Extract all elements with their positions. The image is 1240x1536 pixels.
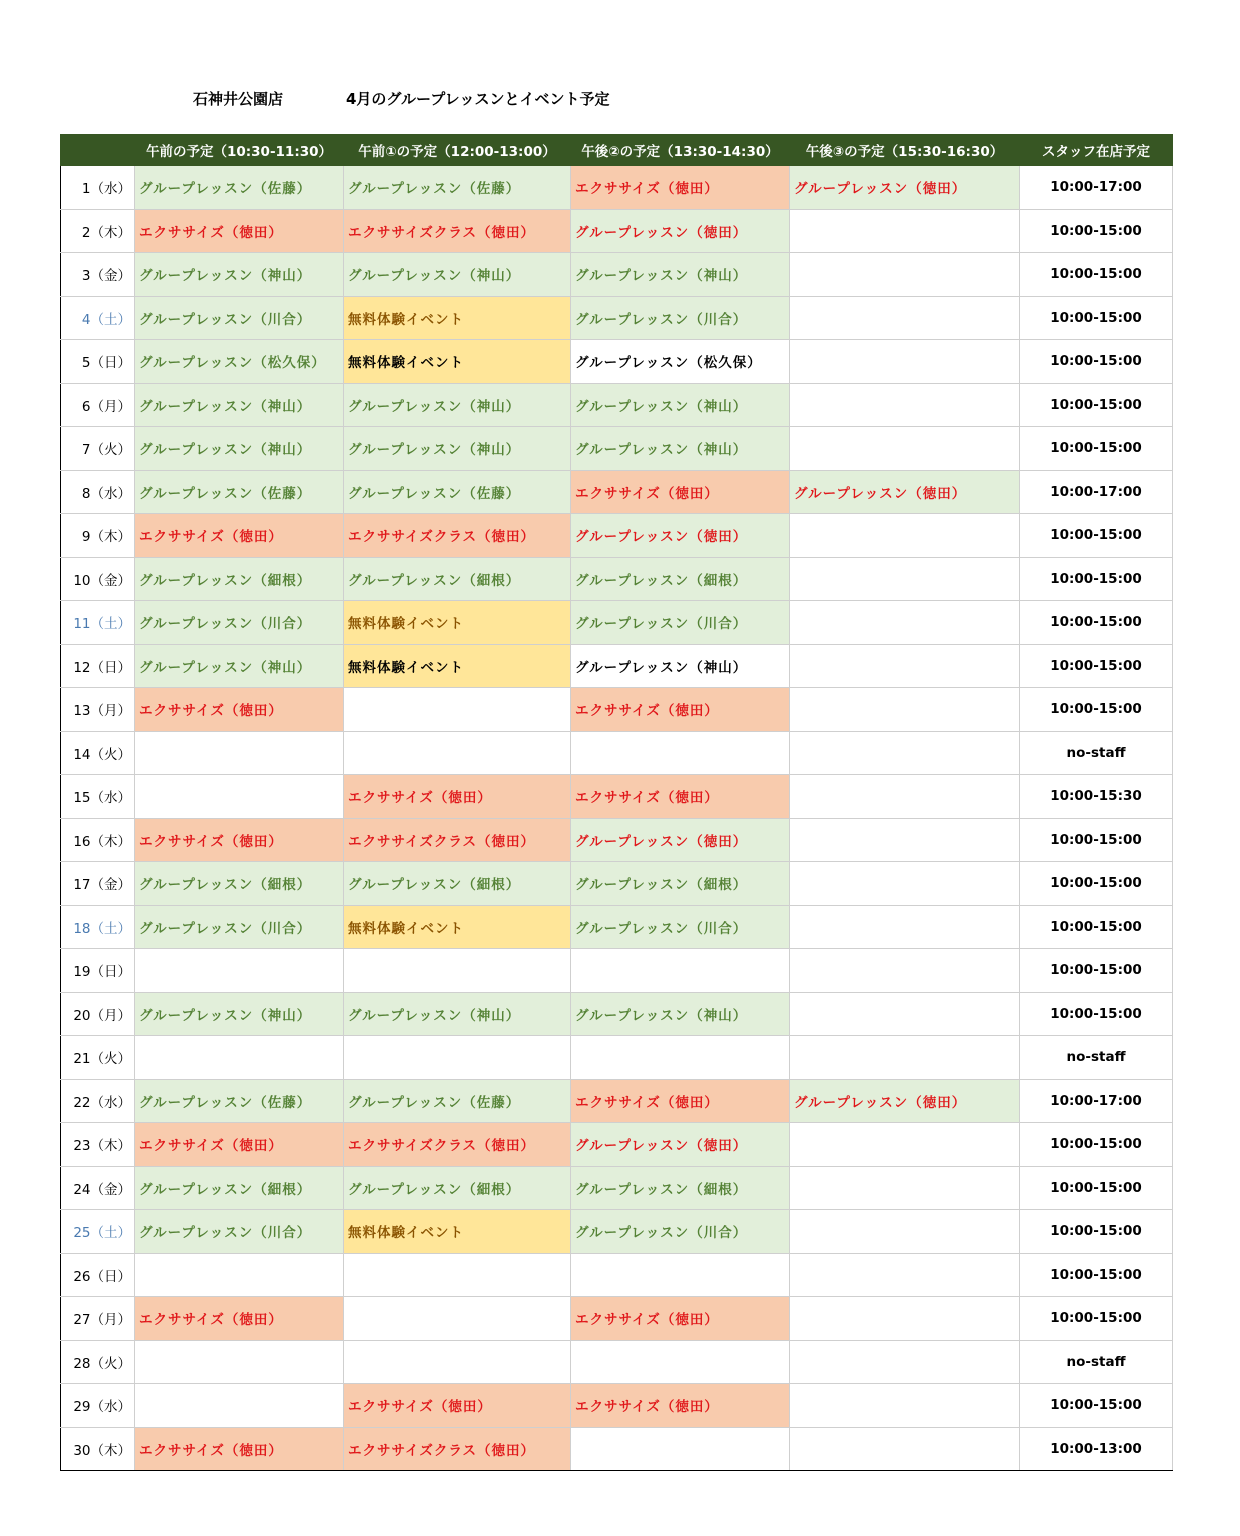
schedule-cell: グループレッスン（細根） <box>571 557 790 601</box>
staff-hours-cell: 10:00-15:00 <box>1020 1166 1173 1210</box>
day-cell: 2（木） <box>61 209 135 253</box>
schedule-cell: グループレッスン（松久保） <box>571 340 790 384</box>
schedule-cell: エクササイズ（徳田） <box>135 209 344 253</box>
schedule-cell: グループレッスン（細根） <box>571 1166 790 1210</box>
schedule-cell <box>790 427 1020 471</box>
staff-hours-cell: 10:00-15:00 <box>1020 1253 1173 1297</box>
column-header-noon: 午前①の予定（12:00-13:00） <box>344 135 571 166</box>
staff-hours-cell: 10:00-15:00 <box>1020 992 1173 1036</box>
table-row <box>61 166 1173 210</box>
schedule-table <box>60 134 1173 1471</box>
schedule-cell <box>790 1123 1020 1167</box>
schedule-cell: エクササイズ（徳田） <box>571 1297 790 1341</box>
schedule-cell: グループレッスン（川合） <box>135 601 344 645</box>
column-header-day <box>61 135 135 166</box>
day-cell: 12（日） <box>61 644 135 688</box>
column-header-afternoon-2: 午後②の予定（13:30-14:30） <box>571 135 790 166</box>
schedule-cell: グループレッスン（徳田） <box>790 470 1020 514</box>
schedule-cell: エクササイズ（徳田） <box>571 1079 790 1123</box>
schedule-cell: グループレッスン（佐藤） <box>135 470 344 514</box>
schedule-cell <box>135 1253 344 1297</box>
schedule-cell <box>790 1036 1020 1080</box>
schedule-cell: グループレッスン（川合） <box>135 296 344 340</box>
table-row <box>61 775 1173 819</box>
schedule-cell: エクササイズクラス（徳田） <box>344 514 571 558</box>
staff-hours-cell: 10:00-17:00 <box>1020 1079 1173 1123</box>
schedule-cell <box>790 688 1020 732</box>
schedule-cell <box>135 1384 344 1428</box>
schedule-cell: エクササイズ（徳田） <box>135 688 344 732</box>
schedule-cell: グループレッスン（神山） <box>135 644 344 688</box>
table-row <box>61 949 1173 993</box>
schedule-cell <box>135 731 344 775</box>
schedule-cell <box>790 209 1020 253</box>
schedule-title: 4月のグループレッスンとイベント予定 <box>346 90 610 108</box>
staff-hours-cell: 10:00-15:00 <box>1020 818 1173 862</box>
schedule-cell <box>790 383 1020 427</box>
store-name: 石神井公園店 <box>193 90 284 108</box>
staff-hours-cell: 10:00-15:00 <box>1020 601 1173 645</box>
staff-hours-cell: no-staff <box>1020 731 1173 775</box>
day-cell: 1（水） <box>61 166 135 210</box>
schedule-cell: グループレッスン（神山） <box>135 427 344 471</box>
schedule-cell <box>790 862 1020 906</box>
schedule-cell <box>344 1253 571 1297</box>
schedule-cell: グループレッスン（川合） <box>135 905 344 949</box>
schedule-cell: グループレッスン（川合） <box>571 905 790 949</box>
staff-hours-cell: no-staff <box>1020 1036 1173 1080</box>
schedule-cell <box>790 296 1020 340</box>
schedule-cell: グループレッスン（神山） <box>571 644 790 688</box>
column-header-staff: スタッフ在店予定 <box>1020 135 1173 166</box>
schedule-cell: グループレッスン（神山） <box>571 253 790 297</box>
day-cell: 18（土） <box>61 905 135 949</box>
staff-hours-cell: 10:00-15:00 <box>1020 862 1173 906</box>
table-row <box>61 1123 1173 1167</box>
table-row <box>61 1297 1173 1341</box>
day-cell: 6（月） <box>61 383 135 427</box>
column-header-afternoon-3: 午後③の予定（15:30-16:30） <box>790 135 1020 166</box>
schedule-cell <box>135 949 344 993</box>
schedule-cell <box>571 949 790 993</box>
schedule-cell: グループレッスン（細根） <box>135 1166 344 1210</box>
schedule-cell: エクササイズ（徳田） <box>571 775 790 819</box>
staff-hours-cell: 10:00-15:00 <box>1020 1210 1173 1254</box>
staff-hours-cell: 10:00-15:00 <box>1020 688 1173 732</box>
schedule-cell: 無料体験イベント <box>344 1210 571 1254</box>
schedule-cell <box>790 905 1020 949</box>
schedule-cell <box>790 1166 1020 1210</box>
table-row <box>61 296 1173 340</box>
table-row <box>61 1036 1173 1080</box>
column-header-morning: 午前の予定（10:30-11:30） <box>135 135 344 166</box>
day-cell: 11（土） <box>61 601 135 645</box>
day-cell: 7（火） <box>61 427 135 471</box>
staff-hours-cell: 10:00-15:00 <box>1020 905 1173 949</box>
schedule-body <box>61 166 1173 1471</box>
schedule-cell: エクササイズ（徳田） <box>135 1123 344 1167</box>
table-row <box>61 862 1173 906</box>
day-cell: 17（金） <box>61 862 135 906</box>
schedule-cell: グループレッスン（神山） <box>571 427 790 471</box>
schedule-cell: エクササイズ（徳田） <box>344 775 571 819</box>
table-row <box>61 209 1173 253</box>
schedule-cell <box>571 1340 790 1384</box>
schedule-cell: グループレッスン（神山） <box>344 992 571 1036</box>
day-cell: 21（火） <box>61 1036 135 1080</box>
staff-hours-cell: 10:00-15:00 <box>1020 1297 1173 1341</box>
staff-hours-cell: 10:00-15:00 <box>1020 557 1173 601</box>
schedule-cell: グループレッスン（神山） <box>135 383 344 427</box>
schedule-cell: グループレッスン（川合） <box>135 1210 344 1254</box>
schedule-cell <box>344 1036 571 1080</box>
table-row <box>61 253 1173 297</box>
schedule-cell <box>571 1427 790 1471</box>
schedule-cell: グループレッスン（佐藤） <box>135 166 344 210</box>
schedule-cell: グループレッスン（細根） <box>135 862 344 906</box>
schedule-cell: グループレッスン（徳田） <box>571 209 790 253</box>
header-row <box>61 135 1173 166</box>
schedule-cell <box>790 1340 1020 1384</box>
table-row <box>61 992 1173 1036</box>
schedule-cell: グループレッスン（細根） <box>135 557 344 601</box>
schedule-cell: グループレッスン（松久保） <box>135 340 344 384</box>
schedule-cell: グループレッスン（細根） <box>571 862 790 906</box>
day-cell: 15（水） <box>61 775 135 819</box>
schedule-cell <box>344 688 571 732</box>
schedule-cell: グループレッスン（川合） <box>571 1210 790 1254</box>
schedule-cell: グループレッスン（佐藤） <box>344 166 571 210</box>
schedule-cell <box>571 731 790 775</box>
schedule-cell: グループレッスン（川合） <box>571 601 790 645</box>
table-row <box>61 1210 1173 1254</box>
day-cell: 26（日） <box>61 1253 135 1297</box>
day-cell: 16（木） <box>61 818 135 862</box>
day-cell: 8（水） <box>61 470 135 514</box>
table-row <box>61 1166 1173 1210</box>
schedule-cell: グループレッスン（徳田） <box>790 166 1020 210</box>
staff-hours-cell: 10:00-15:00 <box>1020 296 1173 340</box>
schedule-cell <box>790 557 1020 601</box>
schedule-cell: グループレッスン（神山） <box>344 253 571 297</box>
schedule-cell <box>790 1210 1020 1254</box>
schedule-cell <box>790 731 1020 775</box>
day-cell: 13（月） <box>61 688 135 732</box>
day-cell: 3（金） <box>61 253 135 297</box>
schedule-cell <box>790 992 1020 1036</box>
schedule-cell: グループレッスン（神山） <box>571 383 790 427</box>
schedule-cell: 無料体験イベント <box>344 340 571 384</box>
table-row <box>61 427 1173 471</box>
table-row <box>61 383 1173 427</box>
staff-hours-cell: 10:00-15:00 <box>1020 1123 1173 1167</box>
staff-hours-cell: 10:00-17:00 <box>1020 166 1173 210</box>
day-cell: 14（火） <box>61 731 135 775</box>
staff-hours-cell: no-staff <box>1020 1340 1173 1384</box>
schedule-cell: グループレッスン（川合） <box>571 296 790 340</box>
schedule-cell: エクササイズクラス（徳田） <box>344 209 571 253</box>
schedule-cell: エクササイズ（徳田） <box>571 688 790 732</box>
schedule-cell <box>135 1340 344 1384</box>
schedule-cell: グループレッスン（徳田） <box>571 818 790 862</box>
table-row <box>61 1079 1173 1123</box>
table-row <box>61 340 1173 384</box>
table-row <box>61 731 1173 775</box>
day-cell: 20（月） <box>61 992 135 1036</box>
schedule-cell: グループレッスン（細根） <box>344 862 571 906</box>
schedule-cell <box>571 1253 790 1297</box>
schedule-cell: グループレッスン（佐藤） <box>135 1079 344 1123</box>
schedule-cell: エクササイズ（徳田） <box>571 470 790 514</box>
table-row <box>61 905 1173 949</box>
schedule-cell <box>344 949 571 993</box>
staff-hours-cell: 10:00-17:00 <box>1020 470 1173 514</box>
schedule-cell <box>790 775 1020 819</box>
day-cell: 27（月） <box>61 1297 135 1341</box>
schedule-cell <box>790 1297 1020 1341</box>
schedule-cell: グループレッスン（神山） <box>344 427 571 471</box>
schedule-cell: グループレッスン（細根） <box>344 557 571 601</box>
staff-hours-cell: 10:00-15:00 <box>1020 253 1173 297</box>
schedule-cell: グループレッスン（細根） <box>344 1166 571 1210</box>
schedule-cell <box>790 1427 1020 1471</box>
table-row <box>61 1340 1173 1384</box>
staff-hours-cell: 10:00-15:00 <box>1020 340 1173 384</box>
schedule-cell: エクササイズ（徳田） <box>571 166 790 210</box>
day-cell: 29（水） <box>61 1384 135 1428</box>
staff-hours-cell: 10:00-15:00 <box>1020 644 1173 688</box>
staff-hours-cell: 10:00-15:00 <box>1020 514 1173 558</box>
schedule-cell <box>790 514 1020 558</box>
table-row <box>61 644 1173 688</box>
schedule-cell: エクササイズ（徳田） <box>571 1384 790 1428</box>
schedule-cell: エクササイズ（徳田） <box>135 818 344 862</box>
schedule-cell <box>344 731 571 775</box>
staff-hours-cell: 10:00-15:00 <box>1020 209 1173 253</box>
schedule-cell <box>790 1253 1020 1297</box>
schedule-cell: グループレッスン（徳田） <box>571 514 790 558</box>
schedule-cell <box>790 644 1020 688</box>
schedule-cell: エクササイズクラス（徳田） <box>344 1427 571 1471</box>
schedule-cell: グループレッスン（徳田） <box>571 1123 790 1167</box>
staff-hours-cell: 10:00-15:00 <box>1020 1384 1173 1428</box>
schedule-cell <box>571 1036 790 1080</box>
day-cell: 22（水） <box>61 1079 135 1123</box>
schedule-cell: 無料体験イベント <box>344 601 571 645</box>
schedule-cell: 無料体験イベント <box>344 905 571 949</box>
schedule-cell <box>790 340 1020 384</box>
table-row <box>61 557 1173 601</box>
schedule-cell <box>344 1297 571 1341</box>
staff-hours-cell: 10:00-13:00 <box>1020 1427 1173 1471</box>
schedule-cell <box>790 1384 1020 1428</box>
schedule-cell: エクササイズ（徳田） <box>344 1384 571 1428</box>
staff-hours-cell: 10:00-15:00 <box>1020 383 1173 427</box>
schedule-cell: エクササイズ（徳田） <box>135 1297 344 1341</box>
day-cell: 24（金） <box>61 1166 135 1210</box>
schedule-cell: 無料体験イベント <box>344 644 571 688</box>
day-cell: 19（日） <box>61 949 135 993</box>
schedule-cell: グループレッスン（神山） <box>135 992 344 1036</box>
schedule-cell: エクササイズ（徳田） <box>135 1427 344 1471</box>
day-cell: 25（土） <box>61 1210 135 1254</box>
schedule-cell: グループレッスン（佐藤） <box>344 1079 571 1123</box>
day-cell: 9（木） <box>61 514 135 558</box>
schedule-cell <box>790 601 1020 645</box>
schedule-cell: グループレッスン（神山） <box>344 383 571 427</box>
schedule-cell: グループレッスン（神山） <box>571 992 790 1036</box>
schedule-cell: 無料体験イベント <box>344 296 571 340</box>
day-cell: 23（木） <box>61 1123 135 1167</box>
schedule-cell <box>344 1340 571 1384</box>
schedule-cell: グループレッスン（徳田） <box>790 1079 1020 1123</box>
schedule-cell <box>790 949 1020 993</box>
schedule-cell: エクササイズクラス（徳田） <box>344 1123 571 1167</box>
schedule-cell <box>790 253 1020 297</box>
schedule-cell: エクササイズ（徳田） <box>135 514 344 558</box>
schedule-cell: グループレッスン（佐藤） <box>344 470 571 514</box>
table-row <box>61 1427 1173 1471</box>
day-cell: 30（木） <box>61 1427 135 1471</box>
day-cell: 28（火） <box>61 1340 135 1384</box>
schedule-cell: エクササイズクラス（徳田） <box>344 818 571 862</box>
staff-hours-cell: 10:00-15:00 <box>1020 427 1173 471</box>
staff-hours-cell: 10:00-15:00 <box>1020 949 1173 993</box>
table-row <box>61 601 1173 645</box>
schedule-cell <box>135 775 344 819</box>
table-row <box>61 688 1173 732</box>
schedule-cell: グループレッスン（神山） <box>135 253 344 297</box>
table-row <box>61 1384 1173 1428</box>
day-cell: 5（日） <box>61 340 135 384</box>
table-row <box>61 1253 1173 1297</box>
schedule-cell <box>135 1036 344 1080</box>
day-cell: 10（金） <box>61 557 135 601</box>
table-row <box>61 514 1173 558</box>
day-cell: 4（土） <box>61 296 135 340</box>
table-row <box>61 470 1173 514</box>
table-row <box>61 818 1173 862</box>
staff-hours-cell: 10:00-15:30 <box>1020 775 1173 819</box>
schedule-cell <box>790 818 1020 862</box>
